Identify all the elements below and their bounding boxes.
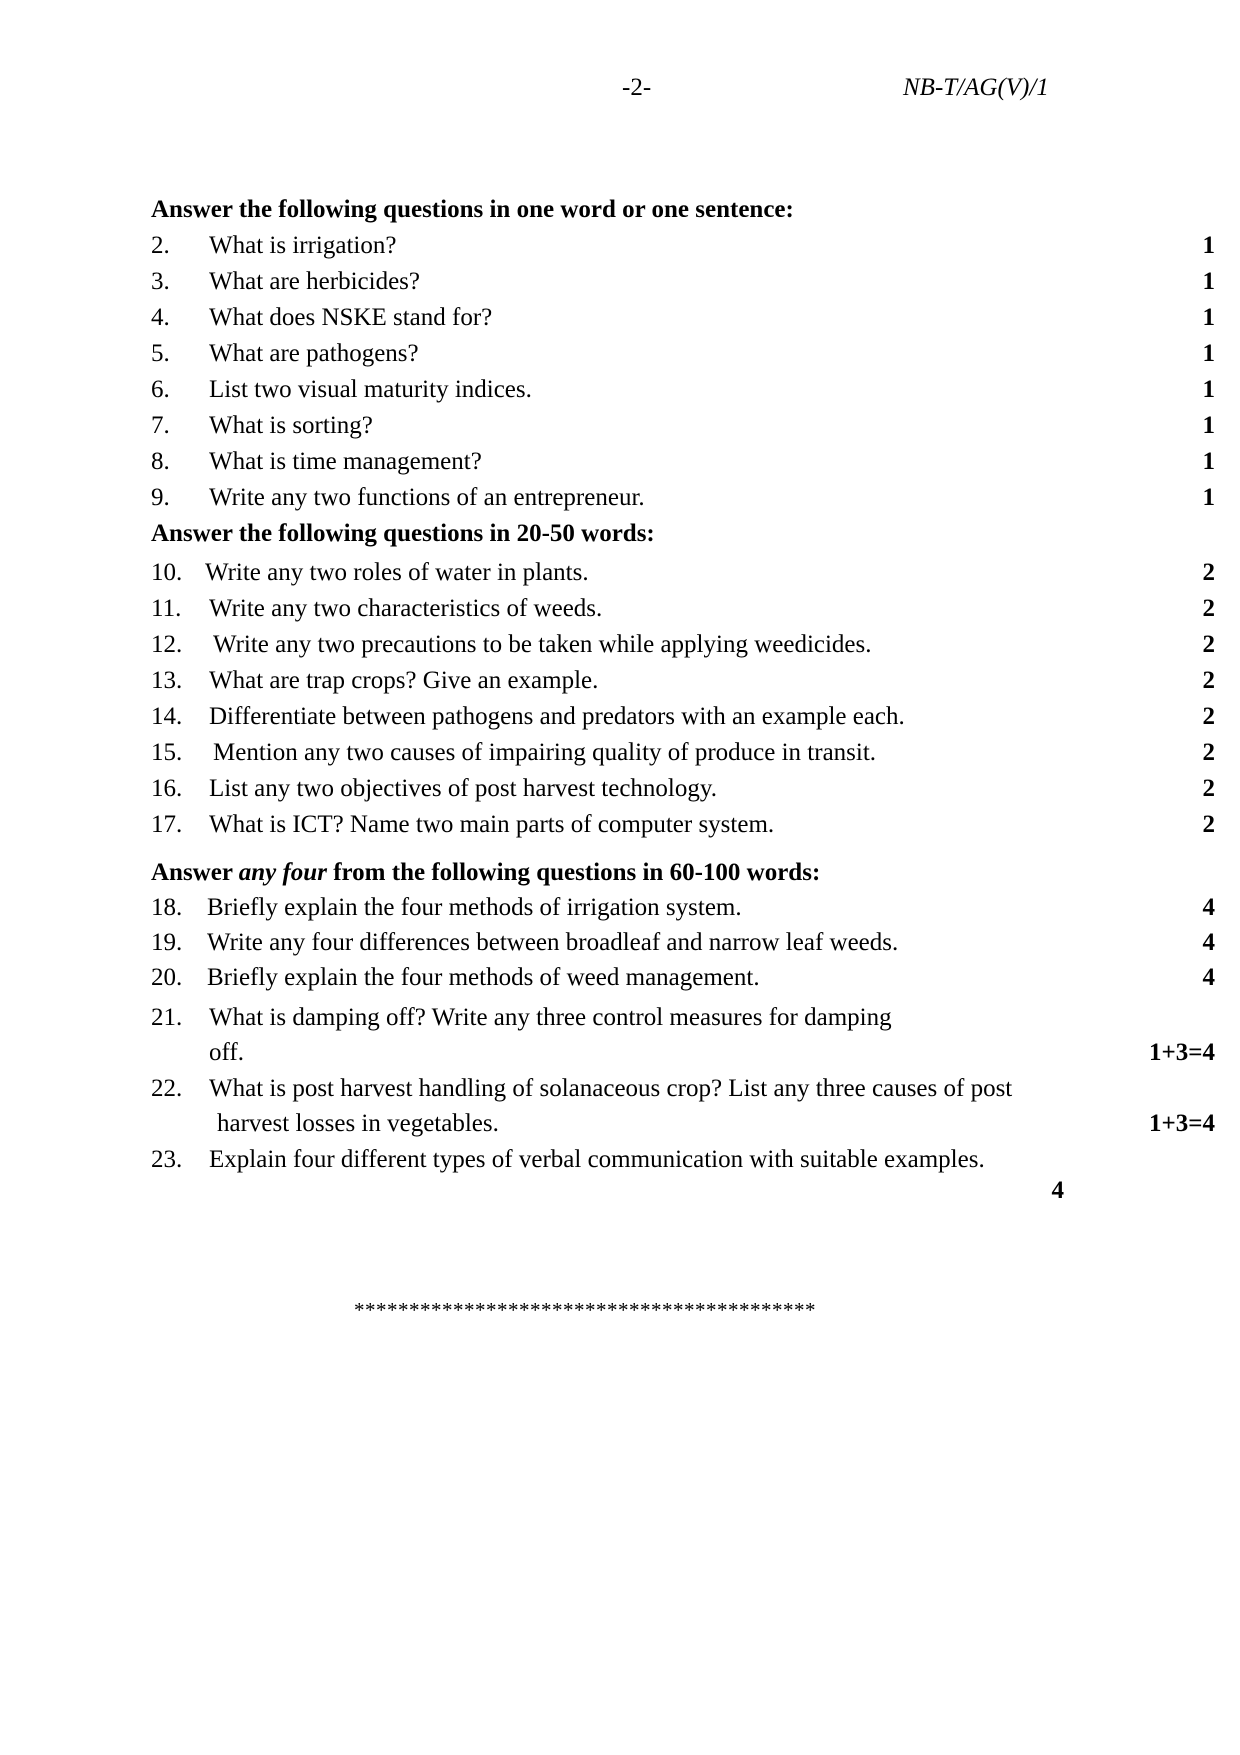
question-row xyxy=(151,772,1215,806)
question-number: 16. xyxy=(151,775,183,802)
question-marks: 2 xyxy=(1202,559,1215,586)
section3-heading-emphasis: any four xyxy=(238,859,327,886)
section2-heading: Answer the following questions in 20-50 words: xyxy=(151,520,655,547)
question-number: 13. xyxy=(151,667,183,694)
question-row xyxy=(151,265,1215,299)
question-number: 2. xyxy=(151,232,170,259)
question-row xyxy=(151,556,1215,590)
section3-heading-end: from the following questions in 60-100 words: xyxy=(326,859,821,886)
question-number: 15. xyxy=(151,739,183,766)
question-row xyxy=(151,808,1215,842)
question-text: What are pathogens? xyxy=(209,340,419,367)
question-text: What is time management? xyxy=(209,448,482,475)
question-marks: 1 xyxy=(1202,448,1215,475)
question-row xyxy=(151,337,1215,371)
question-text: Write any two characteristics of weeds. xyxy=(209,595,603,622)
question-row xyxy=(151,1143,1071,1177)
question-text: What is sorting? xyxy=(209,412,373,439)
question-marks: 1 xyxy=(1202,484,1215,511)
section1-heading: Answer the following questions in one word or one sentence: xyxy=(151,196,794,223)
question-marks: 4 xyxy=(1202,894,1215,921)
question-marks: 4 xyxy=(1202,929,1215,956)
question-number: 19. xyxy=(151,929,183,956)
question-marks: 2 xyxy=(1202,811,1215,838)
section3-heading xyxy=(151,856,1071,890)
question-text: What are herbicides? xyxy=(209,268,420,295)
question-text: What is damping off? Write any three control measures for damping xyxy=(209,1004,892,1031)
question-text: Write any two precautions to be taken while applying weedicides. xyxy=(213,631,872,658)
question-number: 6. xyxy=(151,376,170,403)
question-number: 17. xyxy=(151,811,183,838)
question-marks: 4 xyxy=(1051,1177,1064,1204)
question-text: What is post harvest handling of solanaceous crop? List any three causes of post xyxy=(209,1075,1013,1102)
question-number: 7. xyxy=(151,412,170,439)
question-text: Differentiate between pathogens and predators with an example each. xyxy=(209,703,905,730)
question-number: 18. xyxy=(151,894,183,921)
question-row xyxy=(151,1001,1071,1035)
question-row xyxy=(151,373,1215,407)
question-text: Briefly explain the four methods of irrigation system. xyxy=(207,894,742,921)
question-number: 14. xyxy=(151,703,183,730)
question-row xyxy=(151,891,1215,925)
question-marks: 2 xyxy=(1202,595,1215,622)
question-continuation xyxy=(151,1036,1215,1070)
question-text: List any two objectives of post harvest technology. xyxy=(209,775,717,802)
question-marks: 2 xyxy=(1202,703,1215,730)
question-number: 8. xyxy=(151,448,170,475)
question-row xyxy=(151,926,1215,960)
question-number: 9. xyxy=(151,484,170,511)
question-number: 11. xyxy=(151,595,182,622)
question-number: 4. xyxy=(151,304,170,331)
question-text-continued: off. xyxy=(209,1039,244,1066)
question-row xyxy=(151,664,1215,698)
question-continuation xyxy=(151,1107,1215,1141)
question-number: 21. xyxy=(151,1004,183,1031)
question-marks: 1+3=4 xyxy=(1149,1039,1215,1066)
question-row xyxy=(151,481,1215,515)
question-text-continued: harvest losses in vegetables. xyxy=(217,1110,499,1137)
document-code: NB-T/AG(V)/1 xyxy=(903,74,1049,101)
question-row xyxy=(151,1072,1071,1106)
question-row xyxy=(151,592,1215,626)
question-marks: 1 xyxy=(1202,412,1215,439)
question-text: Write any two roles of water in plants. xyxy=(205,559,589,586)
question-marks: 4 xyxy=(1202,964,1215,991)
question-text: What is ICT? Name two main parts of computer system. xyxy=(209,811,775,838)
question-row xyxy=(151,700,1215,734)
question-text: List two visual maturity indices. xyxy=(209,376,532,403)
question-number: 22. xyxy=(151,1075,183,1102)
question-row xyxy=(151,229,1215,263)
question-text: Briefly explain the four methods of weed management. xyxy=(207,964,760,991)
question-text: Explain four different types of verbal communication with suitable examples. xyxy=(209,1146,985,1173)
page-number: -2- xyxy=(622,74,652,101)
question-number: 10. xyxy=(151,559,183,586)
question-number: 5. xyxy=(151,340,170,367)
question-marks: 2 xyxy=(1202,667,1215,694)
question-row xyxy=(151,961,1215,995)
question-text: Write any two functions of an entrepreneur. xyxy=(209,484,645,511)
question-row xyxy=(151,445,1215,479)
question-marks: 1 xyxy=(1202,304,1215,331)
question-marks: 2 xyxy=(1202,775,1215,802)
question-text: What are trap crops? Give an example. xyxy=(209,667,599,694)
question-marks: 1 xyxy=(1202,268,1215,295)
question-number: 12. xyxy=(151,631,183,658)
question-marks: 1 xyxy=(1202,376,1215,403)
question-text: Mention any two causes of impairing quality of produce in transit. xyxy=(213,739,877,766)
question-marks: 1 xyxy=(1202,232,1215,259)
question-row xyxy=(151,301,1215,335)
question-text: Write any four differences between broadleaf and narrow leaf weeds. xyxy=(207,929,899,956)
question-row xyxy=(151,628,1215,662)
question-text: What does NSKE stand for? xyxy=(209,304,493,331)
question-text: What is irrigation? xyxy=(209,232,397,259)
question-number: 23. xyxy=(151,1146,183,1173)
question-number: 3. xyxy=(151,268,170,295)
question-row xyxy=(151,409,1215,443)
question-row xyxy=(151,736,1215,770)
section3-heading-start: Answer xyxy=(151,859,239,886)
question-marks: 1+3=4 xyxy=(1149,1110,1215,1137)
question-number: 20. xyxy=(151,964,183,991)
question-marks: 2 xyxy=(1202,739,1215,766)
end-separator: ****************************************** xyxy=(354,1298,816,1322)
question-marks: 2 xyxy=(1202,631,1215,658)
question-marks: 1 xyxy=(1202,340,1215,367)
